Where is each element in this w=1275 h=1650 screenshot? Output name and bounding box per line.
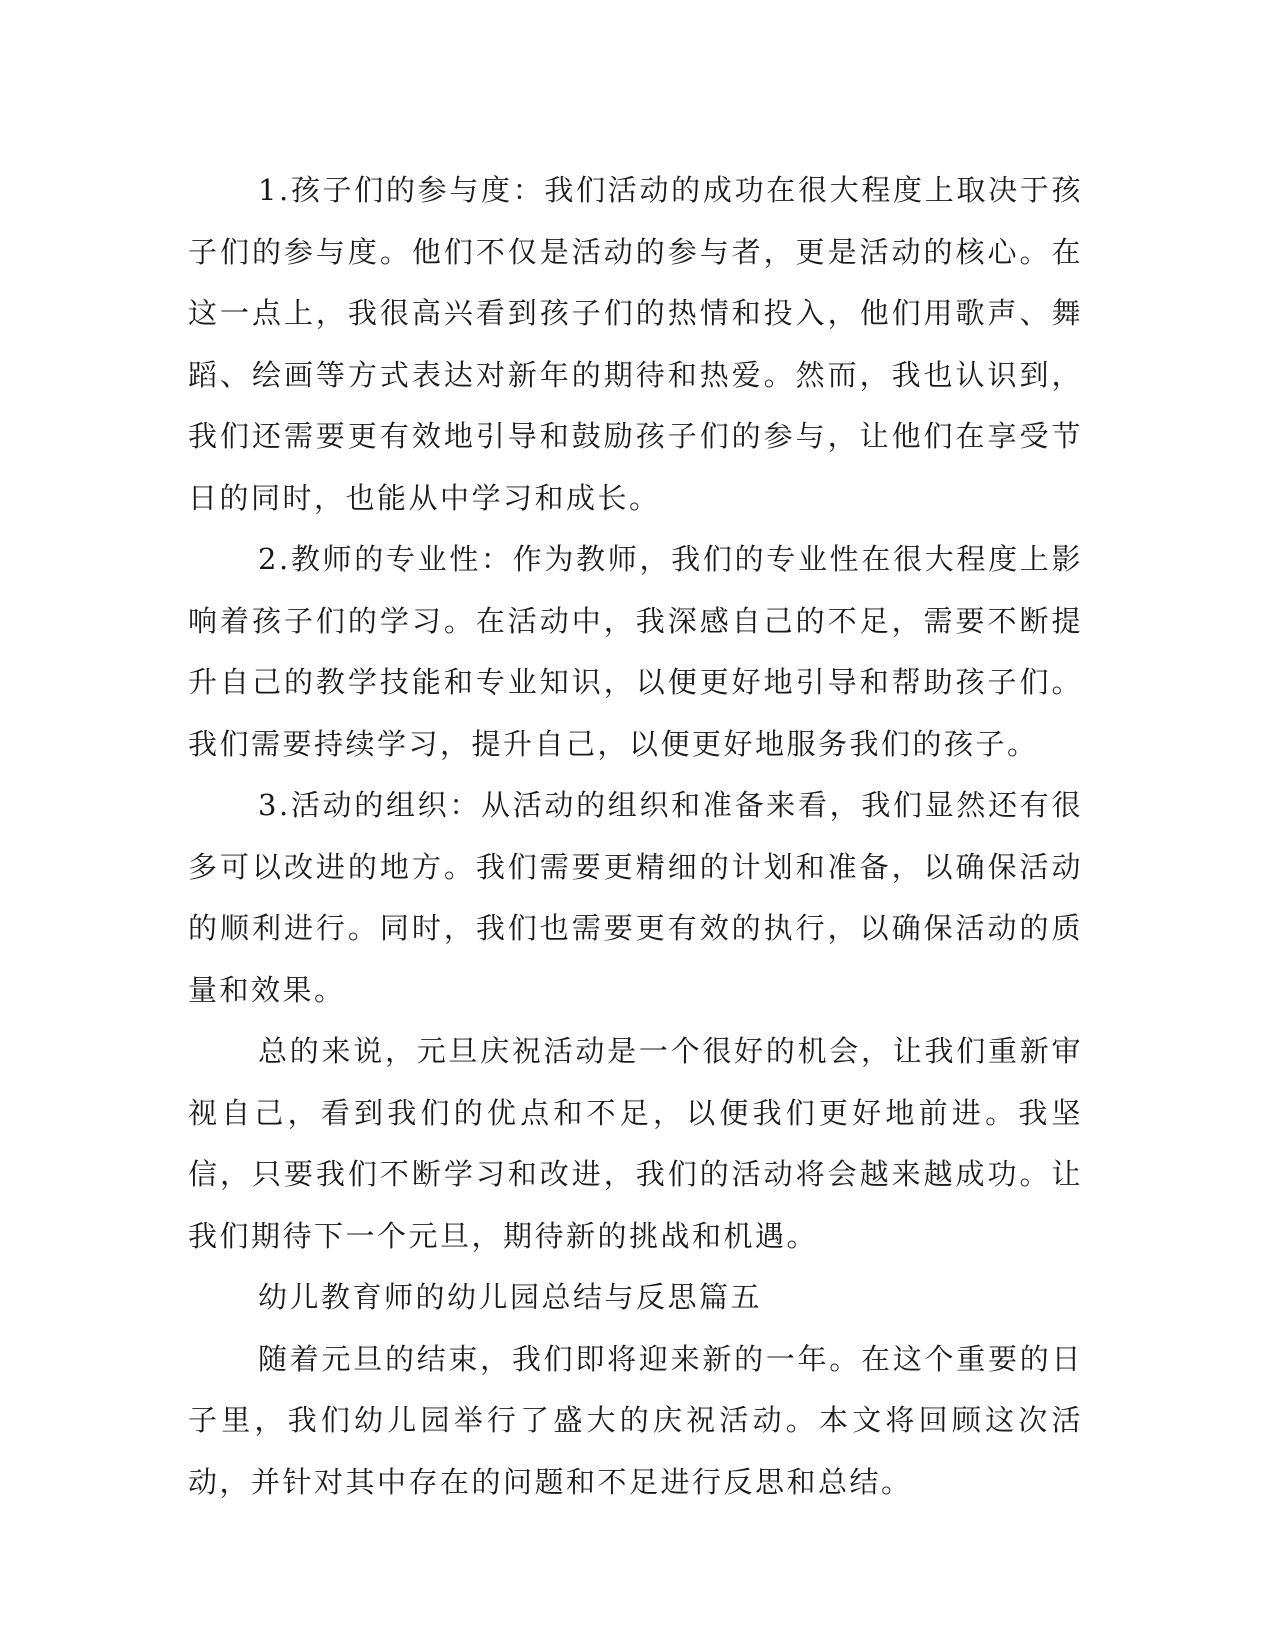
paragraph-activity-organization: 3.活动的组织：从活动的组织和准备来看，我们显然还有很多可以改进的地方。我们需要更精细的计划和准备，以确保活动的顺利进行。同时，我们也需要更有效的执行，以确保活动的质量和效果。 [188,788,1083,1007]
document-body [188,160,1083,1513]
paragraph-child-participation: 1.孩子们的参与度：我们活动的成功在很大程度上取决于孩子们的参与度。他们不仅是活动的参与者，更是活动的核心。在这一点上，我很高兴看到孩子们的热情和投入，他们用歌声、舞蹈、绘画等方式表达对新年的期待和热爱。然而，我也认识到，我们还需要更有效地引导和鼓励孩子们的参与，让他们在享受节日的同时，也能从中学习和成长。 [188,173,1083,515]
paragraph-summary: 总的来说，元旦庆祝活动是一个很好的机会，让我们重新审视自己，看到我们的优点和不足，以便我们更好地前进。我坚信，只要我们不断学习和改进，我们的活动将会越来越成功。让我们期待下一个元旦，期待新的挑战和机遇。 [188,1034,1083,1253]
section-heading: 幼儿教育师的幼儿园总结与反思篇五 [258,1280,763,1314]
paragraph-introduction: 随着元旦的结束，我们即将迎来新的一年。在这个重要的日子里，我们幼儿园举行了盛大的庆祝活动。本文将回顾这次活动，并针对其中存在的问题和不足进行反思和总结。 [188,1341,1083,1499]
paragraph-teacher-professionalism: 2.教师的专业性：作为教师，我们的专业性在很大程度上影响着孩子们的学习。在活动中，我深感自己的不足，需要不断提升自己的教学技能和专业知识，以便更好地引导和帮助孩子们。我们需要持续学习，提升自己，以便更好地服务我们的孩子。 [188,542,1083,761]
